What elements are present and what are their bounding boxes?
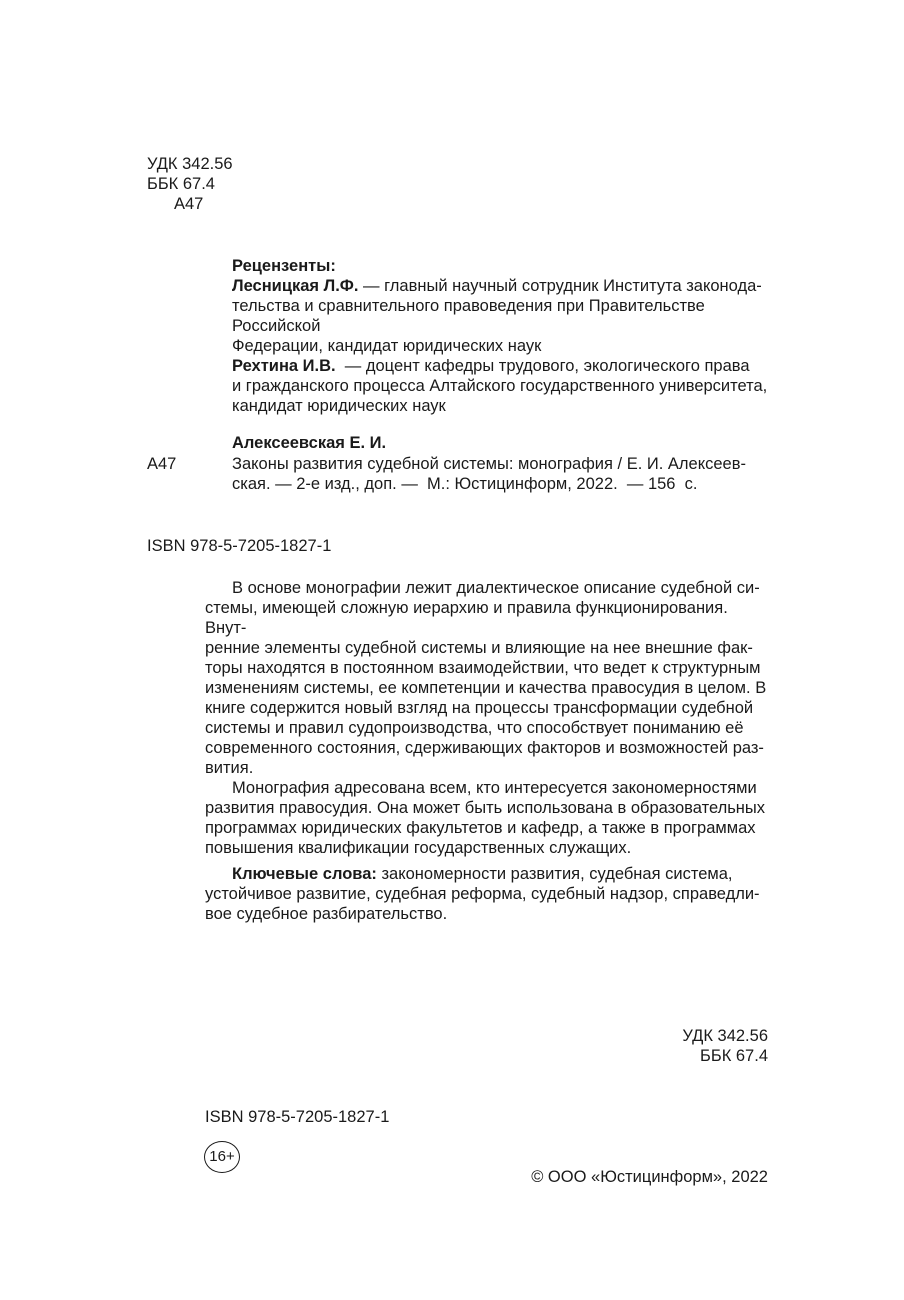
annotation-line: системы и правил судопроизводства, что способствует пониманию её (205, 719, 744, 737)
age-rating-badge: 16+ (204, 1141, 240, 1173)
annotation-line: программах юридических факультетов и кафедр, а также в программах (205, 819, 756, 837)
annotation-line: ренние элементы судебной системы и влияющие на нее внешние фак- (205, 639, 753, 657)
footer-udk: УДК 342.56 (682, 1027, 768, 1045)
reviewer-name: Рехтина И.В. (232, 357, 336, 375)
reviewer-1 (232, 276, 768, 356)
reviewer-2 (232, 356, 768, 416)
annotation-line: книге содержится новый взгляд на процессы трансформации судебной (205, 699, 754, 717)
isbn-top: ISBN 978-5-7205-1827-1 (147, 537, 332, 555)
reviewer-text-line: — главный научный сотрудник Института законода- (358, 277, 762, 295)
keywords-line: закономерности развития, судебная система, (376, 865, 733, 883)
annotation-line: изменениям системы, ее компетенции и качества правосудия в целом. В (205, 679, 767, 697)
keywords-block (205, 864, 768, 924)
annotation-line: развития правосудия. Она может быть использована в образовательных (205, 799, 766, 817)
reviewer-text-line: Федерации, кандидат юридических наук (232, 337, 542, 355)
reviewers-block (232, 256, 768, 416)
bibliographic-description (232, 454, 768, 494)
reviewers-heading: Рецензенты: (232, 257, 336, 275)
udk-code: УДК 342.56 (147, 155, 233, 173)
bibliography-sign: А47 (147, 455, 177, 473)
book-author: Алексеевская Е. И. (232, 434, 387, 452)
bib-line: ская. — 2-е изд., доп. — М.: Юстицинформ, 2022. — 156 с. (232, 475, 698, 493)
footer-bbk: ББК 67.4 (700, 1047, 768, 1065)
isbn-bottom: ISBN 978-5-7205-1827-1 (205, 1108, 390, 1126)
bib-line: Законы развития судебной системы: монография / Е. И. Алексеев- (232, 455, 746, 473)
keywords-label: Ключевые слова: (232, 865, 377, 883)
keywords-line: вое судебное разбирательство. (205, 905, 448, 923)
copyright: © ООО «Юстицинформ», 2022 (531, 1168, 768, 1186)
annotation-paragraph-2 (205, 778, 768, 858)
annotation-line: повышения квалификации государственных служащих. (205, 839, 632, 857)
reviewer-text-line: тельства и сравнительного правоведения при Правительстве Российской (232, 297, 705, 335)
annotation-line: В основе монографии лежит диалектическое описание судебной си- (232, 579, 760, 597)
annotation-line: вития. (205, 759, 254, 777)
reviewer-text-line: — доцент кафедры трудового, экологического права (335, 357, 750, 375)
annotation-line: стемы, имеющей сложную иерархию и правила функционирования. Внут- (205, 599, 728, 637)
annotation-line: современного состояния, сдерживающих факторов и возможностей раз- (205, 739, 764, 757)
reviewer-text-line: и гражданского процесса Алтайского государственного университета, (232, 377, 768, 395)
reviewer-name: Лесницкая Л.Ф. (232, 277, 359, 295)
keywords-line: устойчивое развитие, судебная реформа, судебный надзор, справедли- (205, 885, 760, 903)
annotation (205, 578, 768, 858)
reviewer-text-line: кандидат юридических наук (232, 397, 446, 415)
footer-codes (682, 1026, 768, 1066)
classification-codes (147, 154, 233, 214)
bbk-code: ББК 67.4 (147, 175, 215, 193)
annotation-line: торы находятся в постоянном взаимодействии, что ведет к структурным (205, 659, 761, 677)
annotation-line: Монография адресована всем, кто интересуется закономерностями (232, 779, 757, 797)
annotation-paragraph-1 (205, 578, 768, 778)
author-sign: А47 (174, 195, 204, 213)
